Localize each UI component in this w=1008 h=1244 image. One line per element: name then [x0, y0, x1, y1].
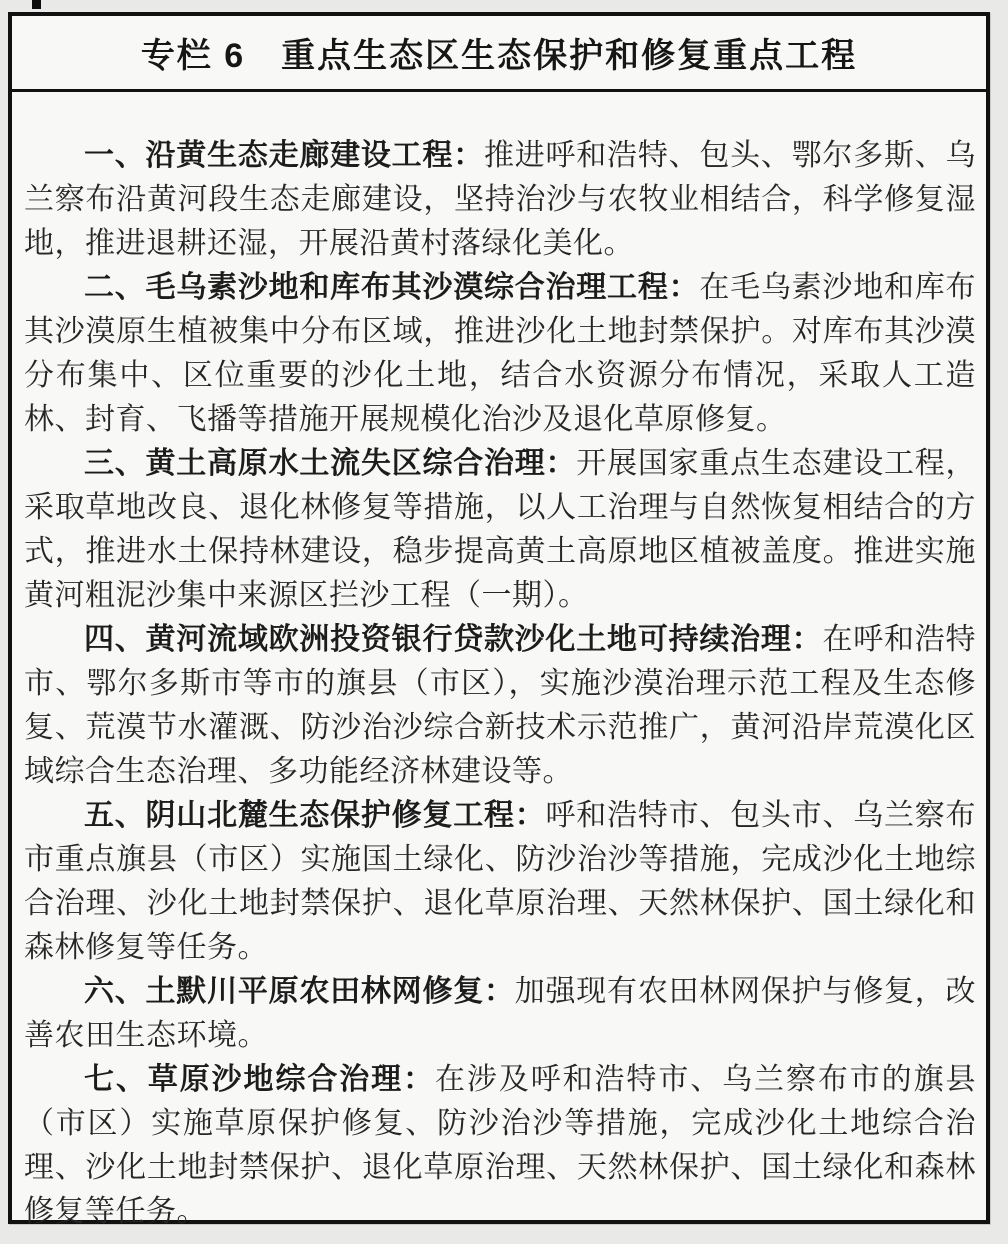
paragraph-4-text: 在呼和浩特市、鄂尔多斯市等市的旗县（市区），实施沙漠治理示范工程及生态修复、荒漠节水灌溉、防沙治沙综合新技术示范推广，黄河沿岸荒漠化区域综合生态治理、多功能经济林建设等。	[24, 622, 977, 789]
paragraph-5-label: 五、阴山北麓生态保护修复工程：	[84, 798, 546, 833]
paragraph-7	[24, 1058, 976, 1234]
paragraph-7-label: 七、草原沙地综合治理：	[84, 1062, 435, 1097]
paragraph-6	[24, 970, 976, 1058]
paragraph-7-text: 在涉及呼和浩特市、乌兰察布市的旗县（市区）实施草原保护修复、防沙治沙等措施，完成沙化土地综合治理、沙化土地封禁保护、退化草原治理、天然林保护、国土绿化和森林修复等任务。	[24, 1062, 977, 1229]
paragraph-3	[24, 442, 976, 618]
paragraph-1-text: 推进呼和浩特、包头、鄂尔多斯、乌兰察布沿黄河段生态走廊建设，坚持治沙与农牧业相结合，科学修复湿地，推进退耕还湿，开展沿黄村落绿化美化。	[24, 138, 977, 261]
paragraph-6-text: 加强现有农田林网保护与修复，改善农田生态环境。	[24, 974, 976, 1053]
paragraph-2	[24, 266, 976, 442]
paragraph-5	[24, 794, 976, 970]
paragraph-4-label: 四、黄河流域欧洲投资银行贷款沙化土地可持续治理：	[84, 622, 823, 657]
paragraph-4	[24, 618, 976, 794]
paragraph-2-text: 在毛乌素沙地和库布其沙漠原生植被集中分布区域，推进沙化土地封禁保护。对库布其沙漠分布集中、区位重要的沙化土地，结合水资源分布情况，采取人工造林、封育、飞播等措施开展规模化治沙及退化草原修复。	[24, 270, 977, 437]
paragraph-1-label: 一、沿黄生态走廊建设工程：	[84, 138, 484, 173]
paragraph-5-text: 呼和浩特市、包头市、乌兰察布市重点旗县（市区）实施国土绿化、防沙治沙等措施，完成沙化土地综合治理、沙化土地封禁保护、退化草原治理、天然林保护、国土绿化和森林修复等任务。	[24, 798, 977, 965]
paragraph-3-label: 三、黄土高原水土流失区综合治理：	[84, 446, 577, 481]
paragraph-1	[24, 134, 976, 266]
paragraph-6-label: 六、土默川平原农田林网修复：	[84, 974, 515, 1009]
paragraph-3-text: 开展国家重点生态建设工程，采取草地改良、退化林修复等措施，以人工治理与自然恢复相结合的方式，推进水土保持林建设，稳步提高黄土高原地区植被盖度。推进实施黄河粗泥沙集中来源区拦沙工程（一期）。	[24, 446, 977, 613]
column-box	[8, 12, 990, 1229]
scan-artifact-mark	[32, 0, 41, 9]
paragraph-2-label: 二、毛乌素沙地和库布其沙漠综合治理工程：	[84, 270, 700, 305]
column-body	[12, 92, 986, 1234]
column-title-bar	[12, 16, 986, 92]
column-title: 专栏 6 重点生态区生态保护和修复重点工程	[140, 37, 858, 75]
